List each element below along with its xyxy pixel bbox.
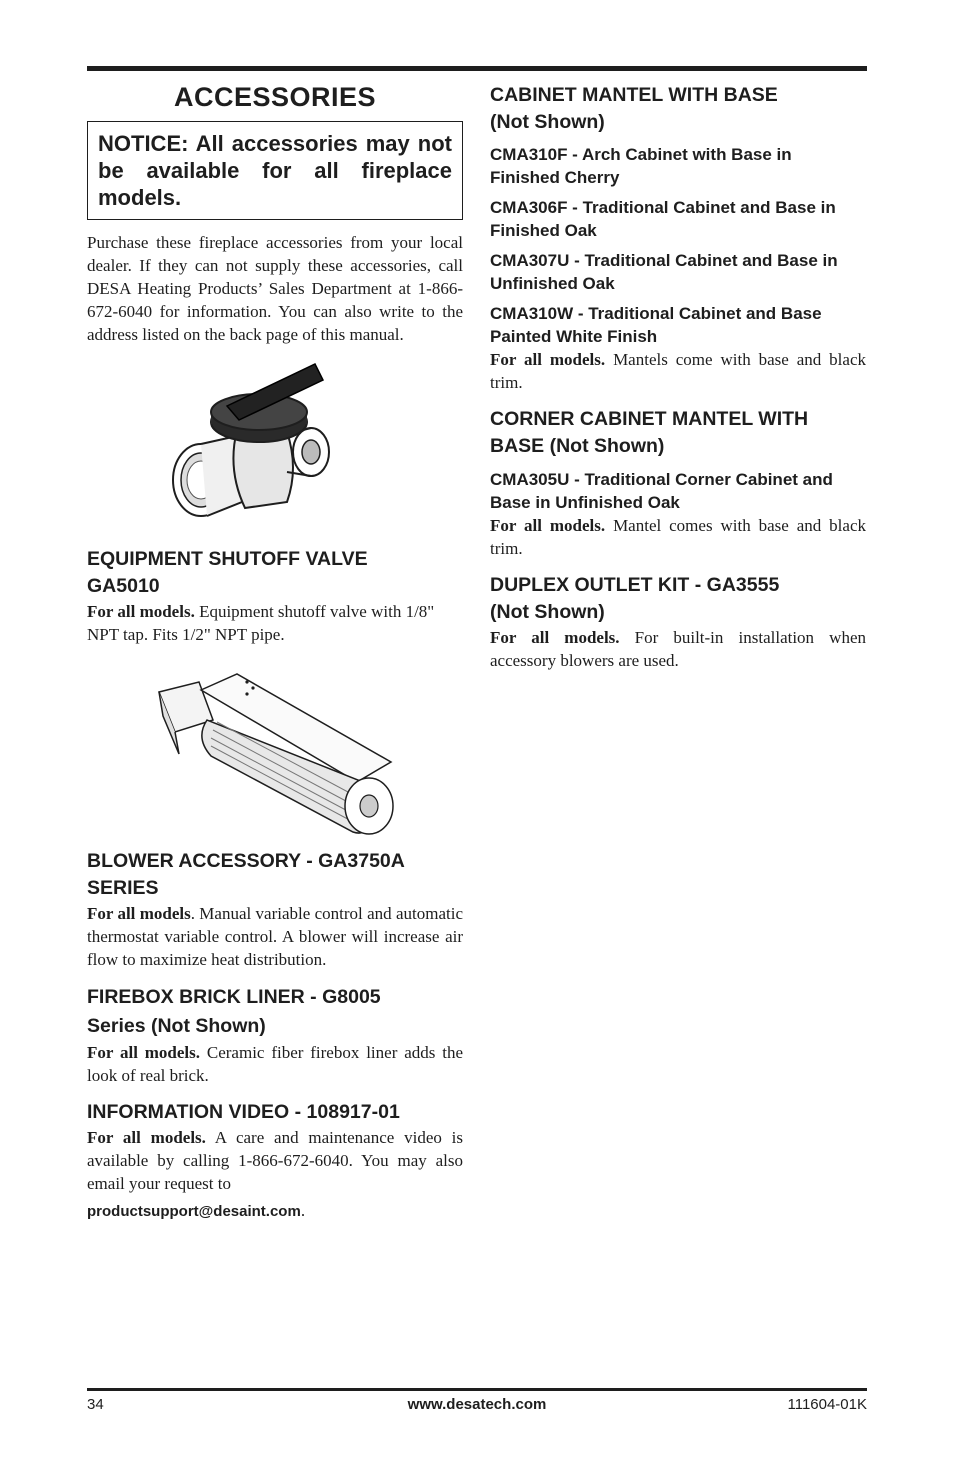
firebox-text: Ceramic fiber firebox liner adds the look of real brick. <box>87 1043 463 1085</box>
support-email[interactable]: productsupport@desaint.com <box>87 1203 301 1220</box>
blower-description <box>87 902 463 971</box>
corner-item: CMA305U - Traditional Corner Cabinet and Base in Unfinished Oak <box>490 470 833 512</box>
document-code: 111604-01K <box>787 1396 867 1413</box>
valve-heading-line1: EQUIPMENT SHUTOFF VALVE <box>87 548 368 570</box>
duplex-heading <box>490 572 866 626</box>
bottom-rule <box>87 1388 867 1391</box>
firebox-lead: For all models. <box>87 1043 201 1062</box>
duplex-heading-line2: (Not Shown) <box>490 601 605 623</box>
firebox-description <box>87 1041 463 1087</box>
email-suffix: . <box>300 1201 306 1220</box>
blower-text: . Manual variable control and automatic thermostat variable control. A blower will increase air flow to maximize heat distribution. <box>87 904 463 969</box>
cabinet-description <box>490 348 866 394</box>
blower-heading-line1: BLOWER ACCESSORY - GA3750A <box>87 850 405 872</box>
firebox-heading <box>87 983 463 1041</box>
blower-heading-line2: SERIES <box>87 877 159 899</box>
blower-lead: For all models <box>87 904 191 923</box>
corner-heading-line2: BASE (Not Shown) <box>490 435 665 457</box>
valve-lead: For all models. <box>87 602 195 621</box>
page-number: 34 <box>87 1396 104 1413</box>
video-email-line <box>87 1199 463 1223</box>
cabinet-item: CMA310W - Traditional Cabinet and Base Painted White Finish <box>490 304 822 346</box>
duplex-lead: For all models. <box>490 628 620 647</box>
cabinet-item: CMA310F - Arch Cabinet with Base in Finished Cherry <box>490 145 792 187</box>
valve-description <box>87 600 463 646</box>
cabinet-heading-line2: (Not Shown) <box>490 111 605 133</box>
video-text: A care and maintenance video is available by calling 1-866-672-6040. You may also email your request to <box>87 1128 464 1193</box>
shutoff-valve-illustration <box>87 360 463 540</box>
corner-description <box>490 514 866 560</box>
right-column <box>490 82 866 672</box>
corner-heading <box>490 406 866 460</box>
footer-url[interactable]: www.desatech.com <box>407 1396 547 1413</box>
valve-text: Equipment shutoff valve with 1/8" NPT tap. Fits 1/2" NPT pipe. <box>87 602 435 644</box>
corner-lead: For all models. <box>490 516 606 535</box>
video-description <box>87 1126 463 1195</box>
cabinet-heading <box>490 82 866 136</box>
valve-heading <box>87 546 463 600</box>
firebox-heading-line1: FIREBOX BRICK LINER - G8005 <box>87 986 381 1008</box>
duplex-text: For built-in installation when accessory blowers are used. <box>490 628 866 670</box>
blower-illustration <box>87 660 463 840</box>
video-lead: For all models. <box>87 1128 206 1147</box>
firebox-heading-line2: Series (Not Shown) <box>87 1015 266 1037</box>
intro-paragraph: Purchase these fireplace accessories from your local dealer. If they can not supply these accessories, call DESA Heating Products’ Sales Department at 1-866-672-6040 for information. You can also write to the address listed on the back page of this manual. <box>87 233 463 344</box>
duplex-heading-line1: DUPLEX OUTLET KIT - GA3555 <box>490 574 780 596</box>
top-rule <box>87 66 867 71</box>
valve-heading-line2: GA5010 <box>87 575 160 597</box>
cabinet-item: CMA307U - Traditional Cabinet and Base in Unfinished Oak <box>490 251 838 293</box>
cabinet-item: CMA306F - Traditional Cabinet and Base in Finished Oak <box>490 198 836 240</box>
cabinet-heading-line1: CABINET MANTEL WITH BASE <box>490 84 778 106</box>
cabinet-lead: For all models. <box>490 350 606 369</box>
blower-heading <box>87 848 463 902</box>
duplex-description <box>490 626 866 672</box>
video-heading: INFORMATION VIDEO - 108917-01 <box>87 1101 400 1123</box>
page-title: ACCESSORIES <box>173 82 377 112</box>
corner-heading-line1: CORNER CABINET MANTEL WITH <box>490 408 809 430</box>
left-column <box>87 82 463 1223</box>
notice-box: NOTICE: All accessories may not be available for all fireplace models. <box>87 121 463 220</box>
cabinet-text: Mantels come with base and black trim. <box>490 350 867 392</box>
corner-text: Mantel comes with base and black trim. <box>490 516 867 558</box>
